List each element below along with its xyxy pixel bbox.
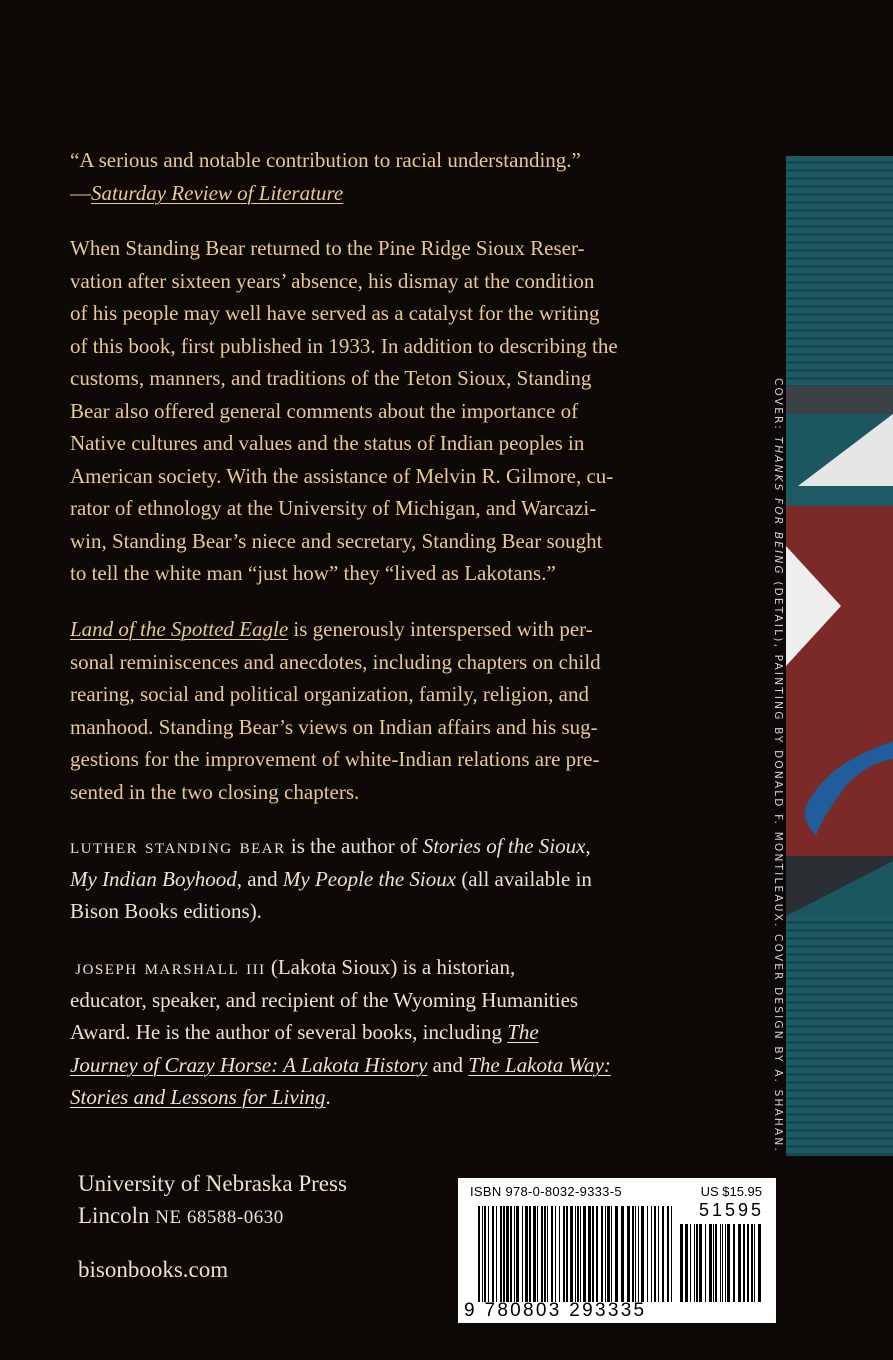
addon-barcode (680, 1224, 764, 1302)
barcode-bar (627, 1206, 630, 1302)
text-line: manhood. Standing Bear’s views on Indian affairs and his sug- (70, 714, 598, 739)
barcode-bar (641, 1206, 644, 1302)
cover-credit (758, 378, 784, 1158)
barcode-bar (647, 1206, 648, 1302)
text-span: is generously interspersed with per- (288, 617, 593, 641)
description-paragraph-2 (70, 613, 730, 808)
barcode-bar (611, 1206, 612, 1302)
text-line: gestions for the improvement of white-Indian relations are pre- (70, 747, 600, 771)
painting-illustration (786, 156, 893, 1156)
book-title: Journey of Crazy Horse: A Lakota History (70, 1052, 428, 1077)
barcode-bar (514, 1206, 515, 1302)
barcode-bar (722, 1224, 723, 1302)
painting-title: THANKS FOR BEING (772, 436, 784, 576)
barcode-bar (544, 1206, 546, 1302)
book-title: Land of the Spotted Eagle (70, 617, 289, 641)
barcode-bar (694, 1224, 695, 1302)
barcode-bar (751, 1224, 753, 1302)
barcode-bar (482, 1206, 483, 1302)
barcode-bar (488, 1206, 489, 1302)
review-quote (70, 144, 730, 209)
price-label: US $15.95 (700, 1184, 762, 1199)
barcode-bar (632, 1206, 634, 1302)
text-line: When Standing Bear returned to the Pine Ridge Sioux Reser- (70, 236, 585, 260)
text-line: vation after sixteen years’ absence, his dismay at the condition (70, 268, 595, 293)
text-line (70, 1016, 730, 1049)
text-line: Bear also offered general comments about the importance of (70, 398, 579, 423)
barcode-bar (533, 1206, 536, 1302)
publisher-name: University of Nebraska Press (78, 1171, 347, 1196)
author-name: joseph marshall iii (75, 954, 266, 979)
ean-barcode (478, 1206, 676, 1302)
barcode-bar (570, 1206, 573, 1302)
barcode-bar (496, 1206, 497, 1302)
text-line: of his people may well have served as a catalyst for the writing (70, 301, 600, 325)
text-line: win, Standing Bear’s niece and secretary, Standing Bear sought (70, 528, 603, 553)
quote-source: Saturday Review of Literature (91, 180, 344, 205)
isbn-barcode-box (458, 1178, 776, 1323)
credit-prefix: COVER: (772, 378, 784, 437)
text-line: American society. With the assistance of Melvin R. Gilmore, cu- (70, 463, 614, 488)
credit-suffix: (DETAIL), PAINTING BY DONALD F. MONTILEAUX. COVER DESIGN BY A. SHAHAN. (772, 575, 784, 1154)
price-code: 51595 (698, 1200, 764, 1220)
barcode-bar (651, 1206, 652, 1302)
barcode-bar (563, 1206, 565, 1302)
barcode-bar (743, 1224, 745, 1302)
barcode-bar (699, 1224, 702, 1302)
isbn-number: ISBN 978-0-8032-9333-5 (470, 1184, 622, 1199)
text-span: Award. He is the author of several books, including (70, 1020, 508, 1044)
barcode-bar (492, 1206, 494, 1302)
publisher-address (78, 1168, 347, 1234)
barcode-bar (720, 1224, 721, 1302)
barcode-digits: 9 780803 293335 (464, 1300, 647, 1321)
barcode-bar (607, 1206, 610, 1302)
barcode-bar (506, 1206, 509, 1302)
text-span: (all available in (456, 866, 592, 891)
barcode-bar (715, 1224, 717, 1302)
text-span: (Lakota Sioux) is a historian, (265, 955, 516, 979)
text-span: , (585, 834, 591, 858)
text-span: . (325, 1085, 331, 1109)
text-line: rearing, social and political organization, family, religion, and (70, 682, 590, 706)
book-title: My People the Sioux (282, 866, 457, 891)
text-line (70, 863, 730, 896)
barcode-bar (484, 1206, 486, 1302)
publisher-city-line (78, 1200, 347, 1234)
publisher-city: Lincoln (78, 1203, 150, 1228)
barcode-bar (680, 1224, 683, 1302)
text-line (70, 1049, 730, 1082)
barcode-bar (566, 1206, 568, 1302)
barcode-bar (559, 1206, 560, 1302)
barcode-bar (537, 1206, 538, 1302)
barcode-bar (510, 1206, 512, 1302)
text-line (70, 1081, 730, 1114)
barcode-bar (667, 1206, 669, 1302)
barcode-bar (583, 1206, 586, 1302)
book-title: My Indian Boyhood (70, 866, 237, 891)
book-title: The (507, 1020, 539, 1044)
barcode-bar (516, 1206, 519, 1302)
book-title: Stories of the Sioux (422, 834, 586, 858)
text-line: educator, speaker, and recipient of the Wyoming Humanities (70, 987, 579, 1012)
text-line: of this book, first published in 1933. In addition to describing the (70, 333, 618, 358)
barcode-bar (592, 1206, 594, 1302)
text-line: sonal reminiscences and anecdotes, including chapters on child (70, 649, 601, 674)
barcode-bar (605, 1206, 606, 1302)
barcode-bar (658, 1206, 659, 1302)
book-title: Stories and Lessons for Living (70, 1085, 326, 1109)
barcode-bar (575, 1206, 576, 1302)
barcode-bar (500, 1206, 502, 1302)
barcode-bar (555, 1206, 556, 1302)
text-line: rator of ethnology at the University of Michigan, and Warcazi- (70, 496, 597, 520)
text-line (70, 830, 730, 863)
barcode-bar (577, 1206, 579, 1302)
barcode-bar (725, 1224, 726, 1302)
description-paragraph-1 (70, 232, 730, 590)
barcode-bar (690, 1224, 691, 1302)
barcode-bar (478, 1206, 480, 1302)
text-line: sented in the two closing chapters. (70, 779, 360, 804)
barcode-bar (709, 1224, 712, 1302)
barcode-bar (685, 1224, 688, 1302)
barcode-bar (662, 1206, 664, 1302)
barcode-bar (654, 1206, 656, 1302)
text-line (70, 951, 730, 984)
barcode-bar (547, 1206, 548, 1302)
barcode-bar (713, 1224, 714, 1302)
publisher-zip: NE 68588-0630 (155, 1207, 284, 1228)
barcode-bar (529, 1206, 531, 1302)
quote-text: “A serious and notable contribution to racial understanding.” (70, 148, 581, 172)
barcode-bar (541, 1206, 543, 1302)
barcode-bar (738, 1224, 741, 1302)
barcode-bar (635, 1206, 636, 1302)
text-line: Bison Books editions). (70, 899, 262, 923)
barcode-bar (596, 1206, 598, 1302)
barcode-bar (705, 1224, 706, 1302)
author-bio-joseph-marshall (70, 951, 730, 1114)
barcode-bar (580, 1206, 581, 1302)
text-line (70, 613, 730, 646)
publisher-website: bisonbooks.com (78, 1257, 229, 1282)
barcode-bar (588, 1206, 591, 1302)
barcode-bar (551, 1206, 553, 1302)
barcode-bar (671, 1206, 672, 1302)
quote-dash: — (70, 180, 91, 205)
quote-source-line (70, 177, 730, 210)
author-name: luther standing bear (70, 833, 286, 858)
barcode-bar (615, 1206, 618, 1302)
author-bio-luther-standing-bear (70, 830, 730, 928)
book-title: The Lakota Way: (468, 1052, 611, 1077)
text-span: , and (236, 866, 283, 891)
text-line: customs, manners, and traditions of the Teton Sioux, Standing (70, 366, 592, 390)
text-span: and (427, 1052, 469, 1077)
cover-painting-detail (786, 156, 893, 1156)
barcode-bar (638, 1206, 639, 1302)
barcode-bar (601, 1206, 603, 1302)
barcode-bar (747, 1224, 749, 1302)
barcode-bar (696, 1224, 698, 1302)
text-line: to tell the white man “just how” they “lived as Lakotans.” (70, 561, 556, 585)
barcode-bar (727, 1224, 730, 1302)
barcode-bar (754, 1224, 755, 1302)
barcode-bar (503, 1206, 505, 1302)
barcode-bar (758, 1224, 761, 1302)
barcode-bar (522, 1206, 523, 1302)
barcode-bar (621, 1206, 624, 1302)
barcode-bar (733, 1224, 735, 1302)
text-span: is the author of (285, 834, 423, 858)
barcode-bar (525, 1206, 528, 1302)
text-line: Native cultures and values and the status of Indian peoples in (70, 431, 585, 455)
